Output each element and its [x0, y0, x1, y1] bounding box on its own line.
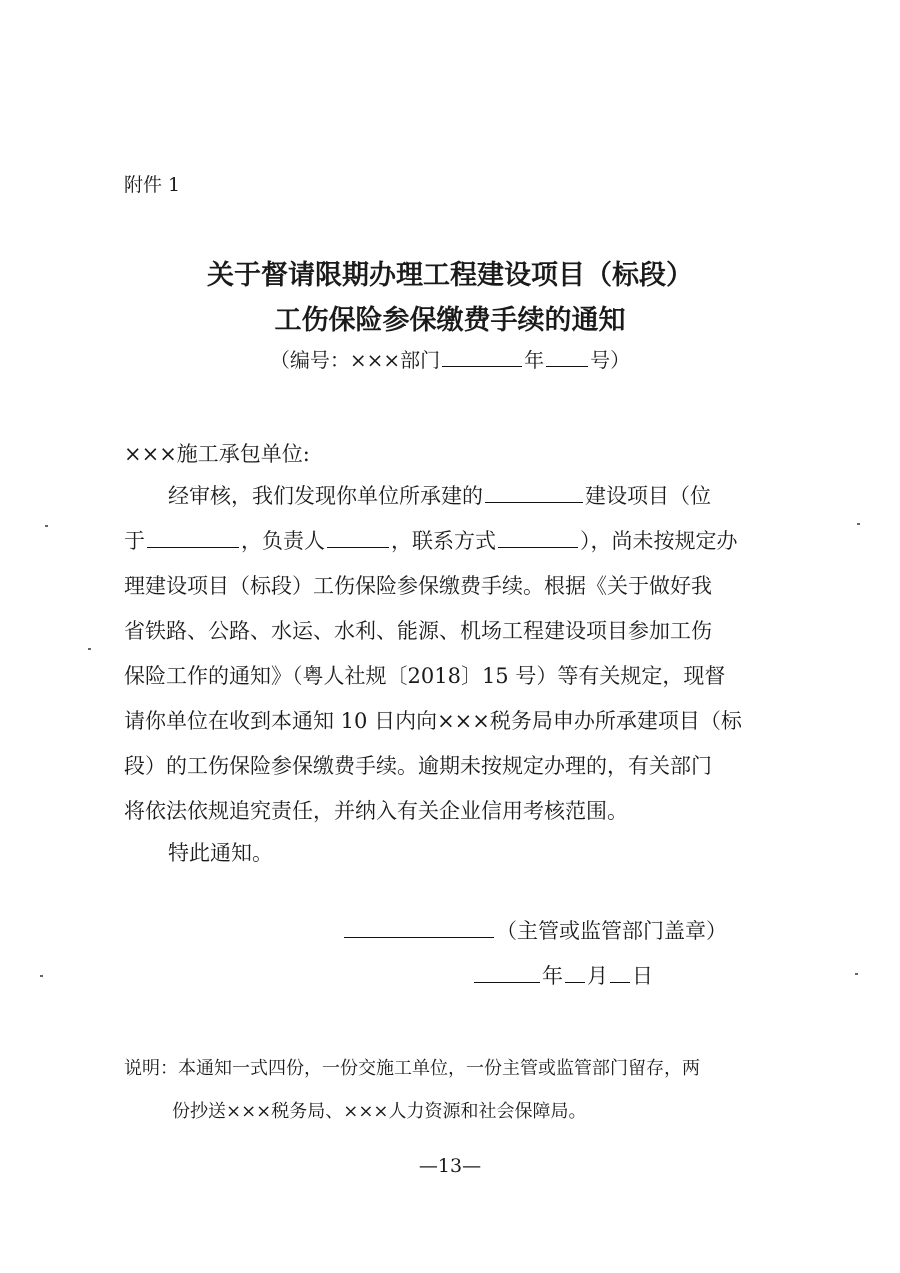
signature-line: [342, 915, 727, 945]
page-number: —13—: [418, 1155, 482, 1177]
body-text: 建设项目（位: [585, 484, 711, 508]
body-text: ），尚未按规定办: [580, 529, 738, 553]
contact-blank: [498, 529, 578, 548]
seal-label: （主管或监管部门盖章）: [496, 919, 727, 943]
body-line: [124, 525, 738, 555]
doc-number-blank: [442, 348, 522, 367]
body-line: 将依法依规追究责任，并纳入有关企业信用考核范围。: [124, 799, 628, 823]
date-month: 月: [587, 964, 608, 988]
note-line-2: 份抄送×××税务局、×××人力资源和社会保障局。: [172, 1101, 587, 1122]
body-line: 省铁路、公路、水运、水利、能源、机场工程建设项目参加工伤: [124, 619, 712, 643]
closing-text: 特此通知。: [168, 841, 273, 865]
doc-number-suffix: 号）: [590, 348, 631, 372]
doc-number-year: 年: [524, 348, 545, 372]
attachment-label: 附件 1: [124, 174, 181, 196]
document-number: [0, 344, 900, 373]
document-title-line-2: 工伤保险参保缴费手续的通知: [274, 305, 626, 336]
body-line: 请你单位在收到本通知 10 日内向×××税务局申办所承建项目（标: [124, 709, 742, 733]
body-text: ，联系方式: [391, 529, 496, 553]
body-line: [168, 480, 711, 510]
body-line: 段）的工伤保险参保缴费手续。逾期未按规定办理的，有关部门: [124, 754, 712, 778]
department-blank: [344, 919, 494, 938]
scan-speck: [45, 525, 48, 527]
date-line: [472, 960, 653, 990]
year-blank: [474, 964, 540, 983]
date-day: 日: [632, 964, 653, 988]
responsible-person-blank: [327, 529, 389, 548]
project-name-blank: [485, 484, 583, 503]
doc-number-prefix: （编号：×××部门: [269, 348, 441, 372]
body-line: 理建设项目（标段）工伤保险参保缴费手续。根据《关于做好我: [124, 574, 712, 598]
day-blank: [610, 964, 630, 983]
addressee: ×××施工承包单位:: [124, 442, 310, 466]
body-line: 保险工作的通知》（粤人社规〔2018〕15 号）等有关规定，现督: [124, 664, 726, 688]
month-blank: [565, 964, 585, 983]
document-title-line-1: 关于督请限期办理工程建设项目（标段）: [207, 260, 693, 291]
body-text: ，负责人: [241, 529, 325, 553]
location-blank: [147, 529, 239, 548]
scan-speck: [40, 975, 43, 977]
scan-speck: [88, 648, 91, 650]
scan-speck: [855, 973, 858, 975]
scan-speck: [857, 523, 860, 525]
date-year: 年: [542, 964, 563, 988]
body-text: 经审核，我们发现你单位所承建的: [168, 484, 483, 508]
body-text: 于: [124, 529, 145, 553]
note-line-1: 说明：本通知一式四份，一份交施工单位，一份主管或监管部门留存，两: [124, 1058, 700, 1079]
doc-number-seq-blank: [546, 348, 588, 367]
